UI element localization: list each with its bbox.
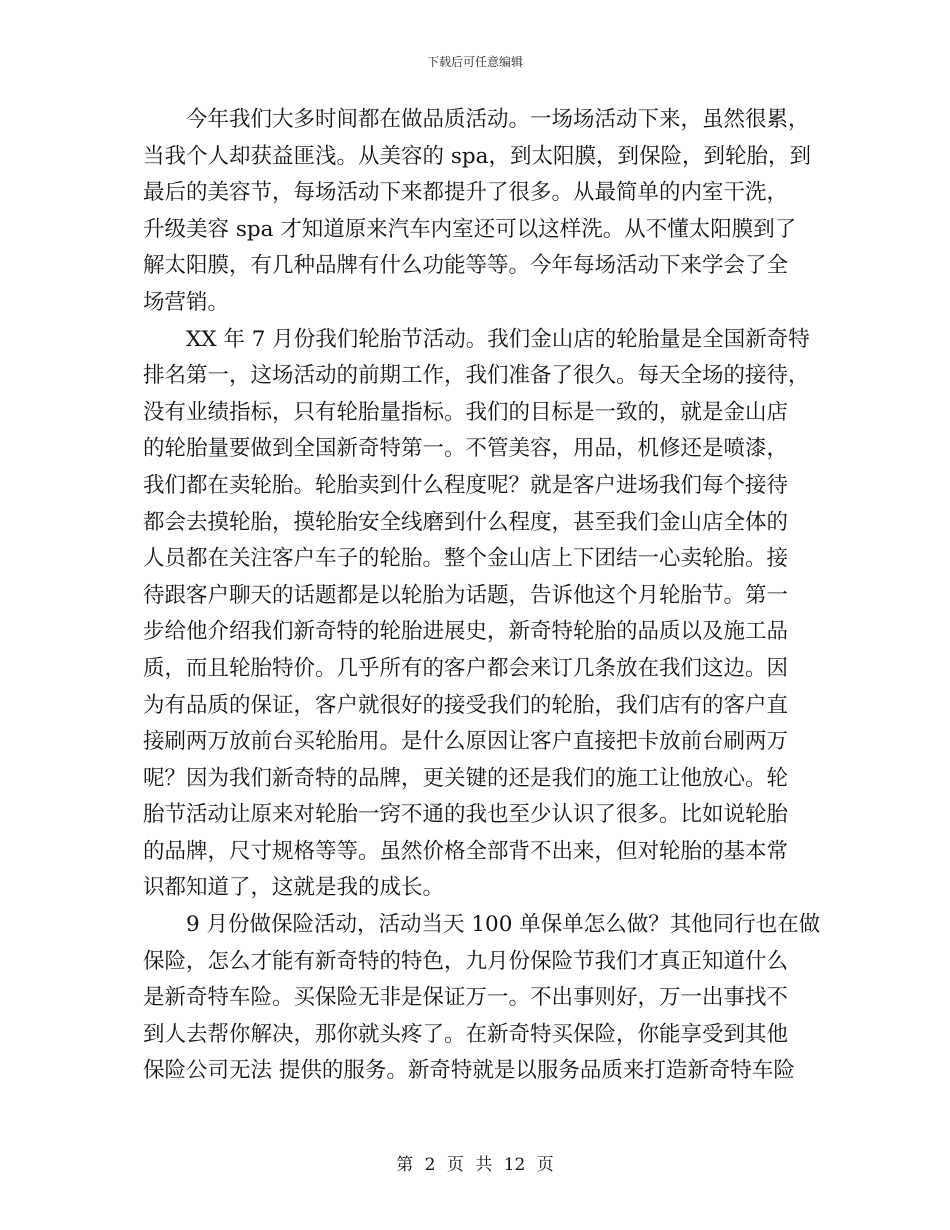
text-line: 升级美容 spa 才知道原来汽车内室还可以这样洗。从不懂太阳膜到了 xyxy=(143,216,797,242)
text-line: 9 月份做保险活动，活动当天 100 单保单怎么做？其他同行也在做 xyxy=(186,912,821,938)
text-line: 场营销。 xyxy=(143,289,230,315)
text-line: 最后的美容节，每场活动下来都提升了很多。从最简单的内室干洗， xyxy=(143,180,789,206)
text-line: 到人去帮你解决，那你就头疼了。在新奇特买保险，你能享受到其他 xyxy=(143,1021,789,1047)
text-line: 为有品质的保证，客户就很好的接受我们的轮胎，我们店有的客户直 xyxy=(143,692,789,718)
text-line: 今年我们大多时间都在做品质活动。一场场活动下来，虽然很累， xyxy=(186,107,810,132)
text-line: 是新奇特车险。买保险无非是保证万一。不出事则好，万一出事找不 xyxy=(143,985,789,1011)
paragraph-2 xyxy=(143,322,809,908)
text-line: 步给他介绍我们新奇特的轮胎进展史，新奇特轮胎的品质以及施工品 xyxy=(143,619,789,645)
text-line: 待跟客户聊天的话题都是以轮胎为话题，告诉他这个月轮胎节。第一 xyxy=(143,582,789,608)
page-footer: 第 2 页 共 12 页 xyxy=(396,1155,554,1175)
document-body xyxy=(143,102,821,1090)
text-line: 呢？因为我们新奇特的品牌，更关键的还是我们的施工让他放心。轮 xyxy=(143,765,789,791)
page-header: 下载后可任意编辑 xyxy=(426,55,523,69)
text-line: 人员都在关注客户车子的轮胎。整个金山店上下团结一心卖轮胎。接 xyxy=(143,546,789,572)
text-line: 胎节活动让原来对轮胎一窍不通的我也至少认识了很多。比如说轮胎 xyxy=(143,802,789,828)
text-line: 当我个人却获益匪浅。从美容的 spa，到太阳膜，到保险，到轮胎，到 xyxy=(143,143,811,169)
text-line: 的轮胎量要做到全国新奇特第一。不管美容，用品，机修还是喷漆， xyxy=(143,436,789,462)
text-line: 保险公司无法 提供的服务。新奇特就是以服务品质来打造新奇特车险 xyxy=(143,1058,795,1084)
text-line: 都会去摸轮胎，摸轮胎安全线磨到什么程度，甚至我们金山店全体的 xyxy=(143,509,789,535)
paragraph-3 xyxy=(143,907,821,1090)
text-line: 我们都在卖轮胎。轮胎卖到什么程度呢？就是客户进场我们每个接待 xyxy=(143,472,789,498)
text-line: XX 年 7 月份我们轮胎节活动。我们金山店的轮胎量是全国新奇特 xyxy=(186,326,810,352)
text-line: 解太阳膜，有几种品牌有什么功能等等。今年每场活动下来学会了全 xyxy=(143,253,789,279)
text-line: 的品牌，尺寸规格等等。虽然价格全部背不出来，但对轮胎的基本常 xyxy=(143,838,789,864)
text-line: 识都知道了，这就是我的成长。 xyxy=(143,875,445,901)
text-line: 没有业绩指标，只有轮胎量指标。我们的目标是一致的，就是金山店 xyxy=(143,399,789,425)
text-line: 保险，怎么才能有新奇特的特色，九月份保险节我们才真正知道什么 xyxy=(143,948,789,974)
text-line: 排名第一，这场活动的前期工作，我们准备了很久。每天全场的接待， xyxy=(143,363,810,389)
text-line: 质，而且轮胎特价。几乎所有的客户都会来订几条放在我们这边。因 xyxy=(143,655,789,681)
text-line: 接刷两万放前台买轮胎用。是什么原因让客户直接把卡放前台刷两万 xyxy=(143,729,789,755)
paragraph-1 xyxy=(143,102,809,322)
